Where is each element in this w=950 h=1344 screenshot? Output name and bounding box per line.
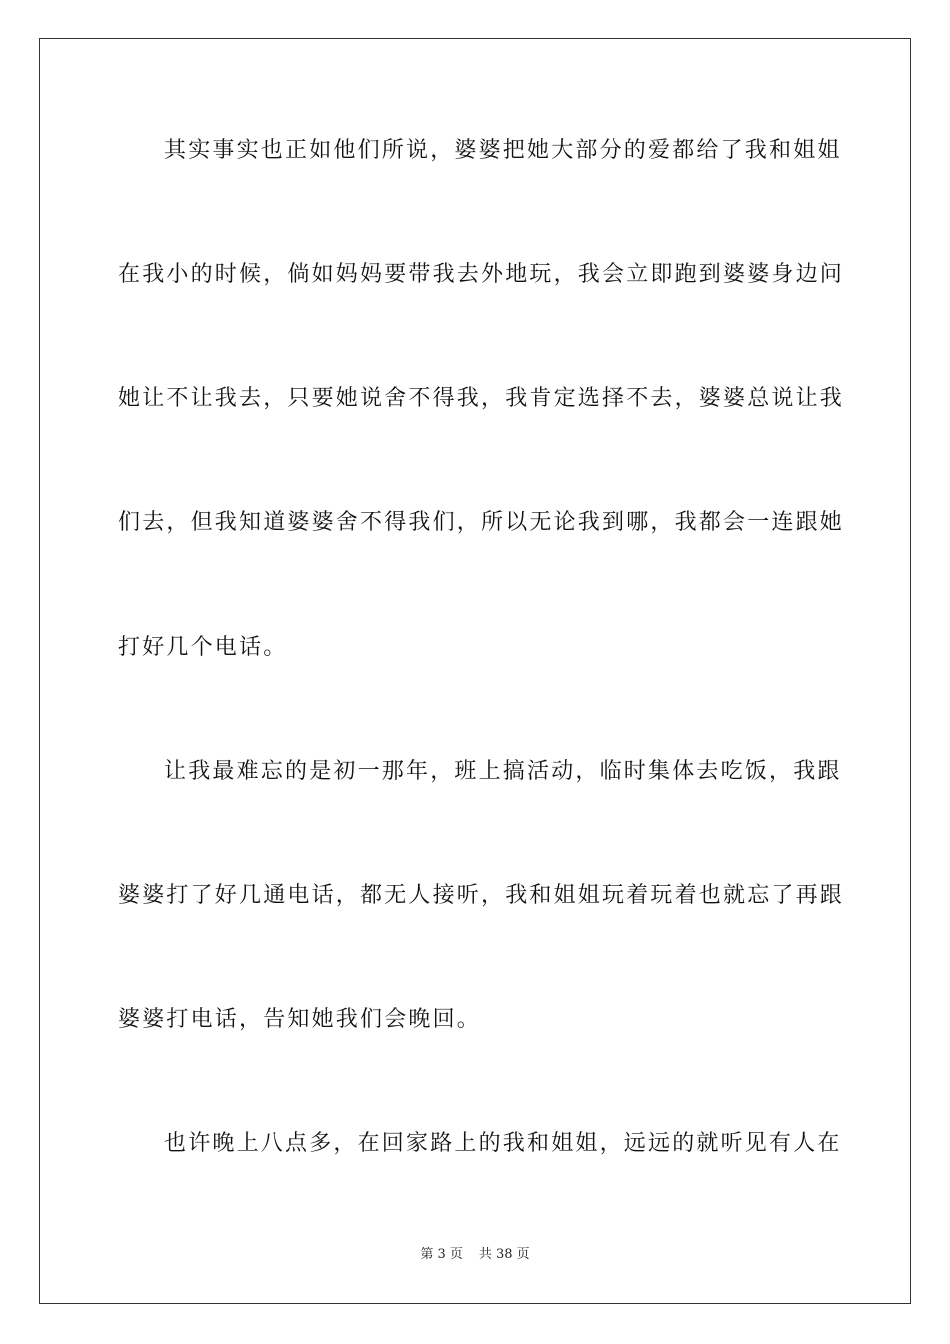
page-border xyxy=(39,38,911,1304)
page-total: 共 38 页 xyxy=(478,1247,530,1262)
page-footer xyxy=(0,1246,950,1264)
paragraph-line: 婆婆打电话，告知她我们会晚回。 xyxy=(118,1007,482,1032)
paragraph-line: 也许晚上八点多，在回家路上的我和姐姐，远远的就听见有人在 xyxy=(164,1131,842,1156)
paragraph-line: 其实事实也正如他们所说，婆婆把她大部分的爱都给了我和姐姐 xyxy=(164,138,842,163)
paragraph-line: 婆婆打了好几通电话，都无人接听，我和姐姐玩着玩着也就忘了再跟 xyxy=(118,883,845,908)
paragraph-line: 在我小的时候，倘如妈妈要带我去外地玩，我会立即跑到婆婆身边问 xyxy=(118,262,845,287)
paragraph-line: 让我最难忘的是初一那年，班上搞活动，临时集体去吃饭，我跟 xyxy=(164,759,842,784)
paragraph-line: 她让不让我去，只要她说舍不得我，我肯定选择不去，婆婆总说让我 xyxy=(118,386,845,411)
paragraph-line: 打好几个电话。 xyxy=(118,635,288,660)
page-number: 第 3 页 xyxy=(420,1247,463,1262)
paragraph-line: 们去，但我知道婆婆舍不得我们，所以无论我到哪，我都会一连跟她 xyxy=(118,510,845,535)
